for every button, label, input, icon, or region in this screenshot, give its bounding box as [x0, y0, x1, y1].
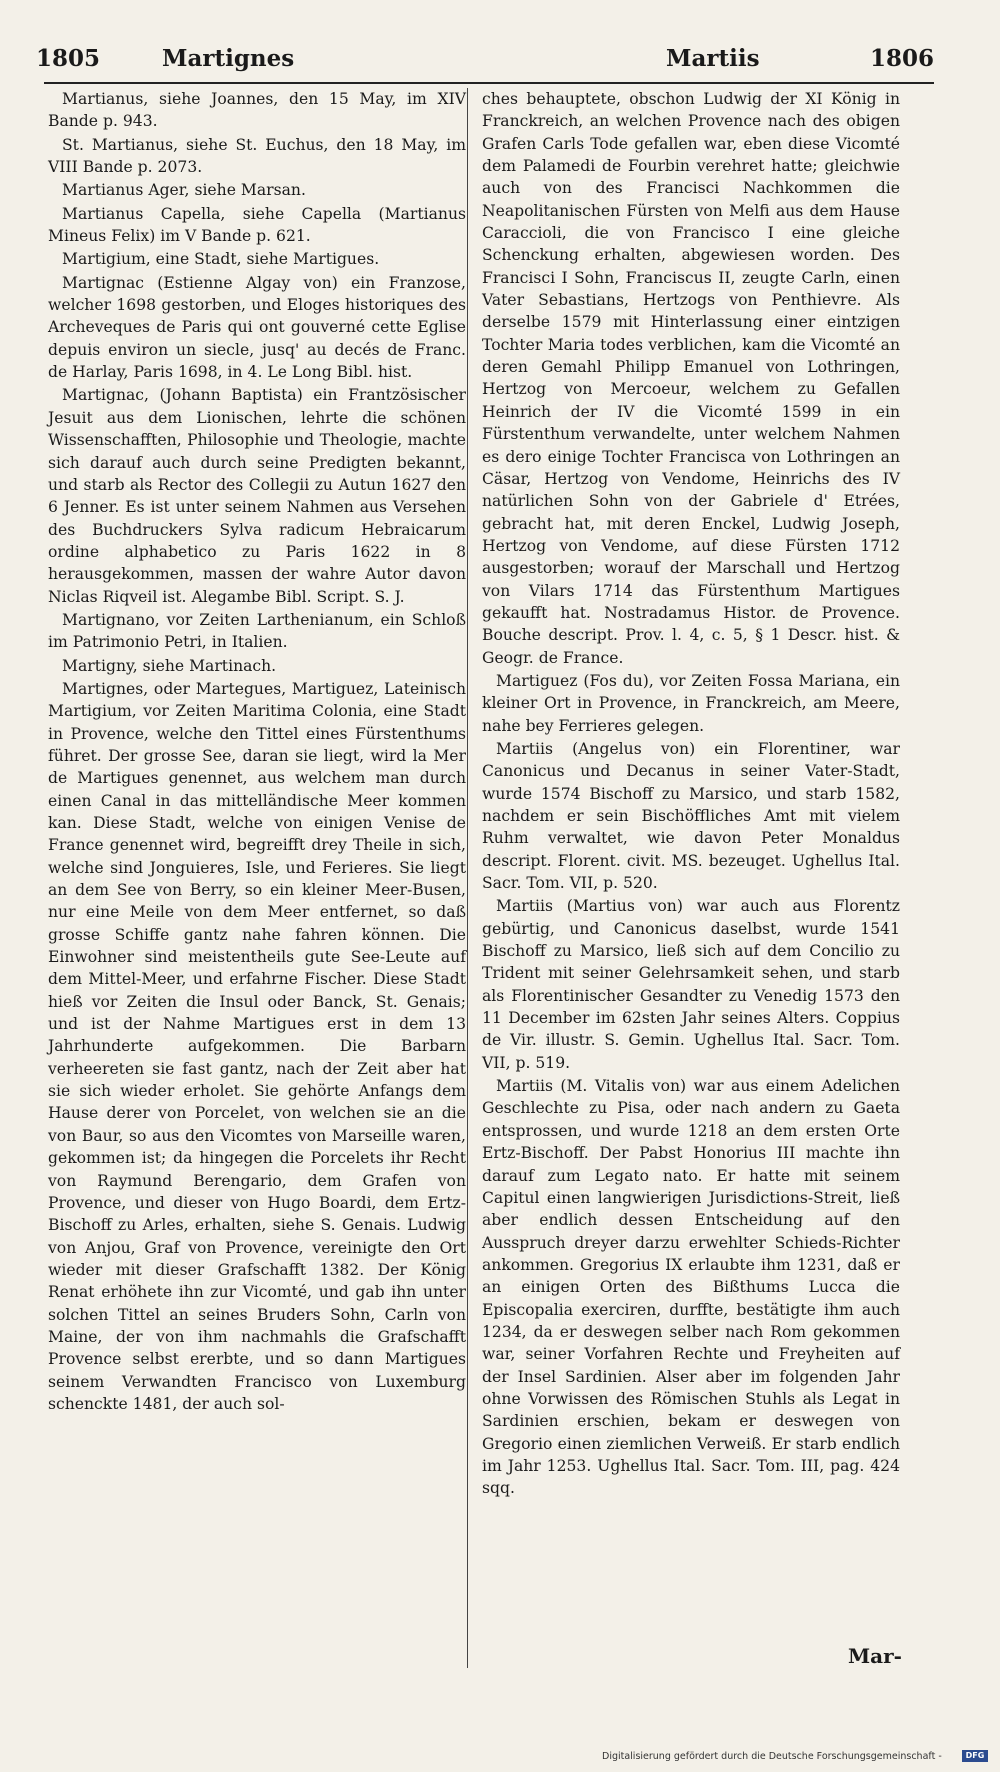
entry-martiis-angelus: Martiis (Angelus von) ein Florentiner, war Canonicus und Decanus in seiner Vater-Stadt, wurde 1574 Bischoff zu Marsico, und starb 1582, nachdem er sein Bischöffliches Amt mit vielem Ruhm verwaltet, wie davon Peter Monaldus descript. Florent. civit. MS. bezeuget. Ughellus Ital. Sacr. Tom. VII, p. 520.: [482, 739, 900, 893]
entry-martiis-vitalis: Martiis (M. Vitalis von) war aus einem Adelichen Geschlechte zu Pisa, oder nach andern zu Gaeta entsprossen, und wurde 1218 an dem ersten Orte Ertz-Bischoff. Der Pabst Honorius III machte ihn darauf zum Legato nato. Er hatte mit seinem Capitul einen langwierigen Jurisdictions-Streit, ließ aber endlich dessen Entscheidung auf den Ausspruch dreyer darzu erwehlter Schieds-Richter ankommen. Gregorius IX erlaubte ihm 1231, daß er an einigen Orten des Bißthums Lucca die Episcopalia exerciren, durffte, bestätigte ihm auch 1234, da er deswegen selber nach Rom gekommen war, seiner Vorfahren Rechte und Freyheiten auf der Insel Sardinien. Alser aber im folgenden Jahr ohne Vorwissen des Römischen Stuhls als Legat in Sardinien erschien, bekam er deswegen von Gregorio einen ziemlichen Verweiß. Er starb endlich im Jahr 1253. Ughellus Ital. Sacr. Tom. III, pag. 424 sqq.: [482, 1077, 900, 1498]
digitization-note: Digitalisierung gefördert durch die Deutsche Forschungsgemeinschaft -: [602, 1751, 942, 1762]
entry-martignes-continued: ches behauptete, obschon Ludwig der XI König in Franckreich, an welchen Provence nach des obigen Grafen Carls Tode gefallen war, eben diese Vicomté dem Palamedi de Fourbin verehret hatte; gleichwie auch von des Francisci Nachkommen die Neapolitanischen Fürsten von Melfi aus dem Hause Caraccioli, die von Francisco I eine gleiche Schenckung erhalten, abgewiesen worden. Des Francisci I Sohn, Franciscus II, zeugte Carln, einen Vater Sebastians, Hertzogs von Penthievre. Als derselbe 1579 mit Hinterlassung einer eintzigen Tochter Maria todes verblichen, kam die Vicomté an deren Gemahl Philipp Emanuel von Lothringen, Hertzog von Mercoeur, welchem zu Gefallen Heinrich der IV die Vicomté 1599 in ein Fürstenthum verwandelte, unter welchem Nahmen es dero einige Tochter Francisca von Lothringen an Cäsar, Hertzog von Vendome, Heinrichs des IV natürlichen Sohn von der Gabriele d' Etrées, gebracht hat, mit deren Enckel, Ludwig Joseph, Hertzog von Vendome, auf diese Fürsten 1712 ausgestorben; worauf der Marschall und Hertzog von Vilars 1714 das Fürstenthum Martigues gekaufft hat. Nostradamus Histor. de Provence. Bouche descript. Prov. l. 4, c. 5, § 1 Descr. hist. & Geogr. de France.: [482, 90, 900, 667]
entry-martianus-capella: Martianus Capella, siehe Capella (Martianus Mineus Felix) im V Bande p. 621.: [48, 204, 466, 246]
entry-martigny: Martigny, siehe Martinach.: [62, 656, 277, 675]
entry-martignano: Martignano, vor Zeiten Larthenianum, ein Schloß im Patrimonio Petri, in Italien.: [48, 610, 466, 652]
entry-martignac-estienne: Martignac (Estienne Algay von) ein Franzose, welcher 1698 gestorben, und Eloges historiques des Archeveques de Paris qui ont gouverné cette Eglise depuis environ un siecle, jusq' au decés de Franc. de Harlay, Paris 1698, in 4. Le Long Bibl. hist.: [48, 273, 466, 382]
right-running-title: Martiis: [666, 45, 760, 72]
entry-martiguez-fos: Martiguez (Fos du), vor Zeiten Fossa Mariana, ein kleiner Ort in Provence, in Franckreich, am Meere, nahe bey Ferrieres gelegen.: [482, 671, 900, 735]
right-column: [482, 88, 900, 1501]
left-page-number: 1805: [36, 45, 101, 72]
header-rule: [44, 82, 934, 84]
entry-martignes: Martignes, oder Martegues, Martiguez, Lateinisch Martigium, vor Zeiten Maritima Colonia, eine Stadt in Provence, welche den Tittel eines Fürstenthums führet. Der grosse See, daran sie liegt, wird la Mer de Martigues genennet, aus welchem man durch einen Canal in das mittelländische Meer kommen kan. Diese Stadt, welche von einigen Venise de France genennet wird, begreifft drey Theile in sich, welche sind Jonguieres, Isle, und Ferieres. Sie liegt an dem See von Berry, so ein kleiner Meer-Busen, nur eine Meile von dem Meer entfernet, so daß grosse Schiffe gantz nahe fahren können. Die Einwohner sind meistentheils gute See-Leute auf dem Mittel-Meer, und erfahrne Fischer. Diese Stadt hieß vor Zeiten die Insul oder Banck, St. Genais; und ist der Nahme Martigues erst in dem 13 Jahrhunderte aufgekommen. Die Barbarn verheereten sie fast gantz, nach der Zeit aber hat sie sich wieder erholet. Sie gehörte Anfangs dem Hause derer von Porcelet, von welchen sie an die von Baur, so aus den Vicomtes von Marseille waren, gekommen ist; da hingegen die Porcelets ihr Recht von Raymund Berengario, dem Grafen von Provence, und dieser von Hugo Boardi, dem Ertz-Bischoff zu Arles, erhalten, siehe S. Genais. Ludwig von Anjou, Graf von Provence, vereinigte den Ort wieder mit dieser Grafschafft 1382. Der König Renat erhöhete ihn zur Vicomté, und gab ihn unter solchen Tittel an seines Bruders Sohn, Carln von Maine, der von ihm nachmahls die Grafschafft Provence selbst ererbte, und so dann Martigues seinem Verwandten Francisco von Luxemburg schenckte 1481, der auch sol-: [48, 679, 466, 1413]
right-page-number: 1806: [869, 45, 934, 72]
dfg-logo: DFG: [962, 1750, 988, 1762]
column-divider: [467, 88, 468, 1668]
entry-martianus-ager: Martianus Ager, siehe Marsan.: [62, 181, 306, 200]
left-running-title: Martignes: [162, 45, 295, 72]
catchword: Mar-: [848, 1644, 902, 1668]
running-header: [36, 44, 934, 84]
left-column: [48, 88, 466, 1416]
entry-st-martianus: St. Martianus, siehe St. Euchus, den 18 May, im VIII Bande p. 2073.: [48, 135, 466, 177]
entry-martiis-martius: Martiis (Martius von) war auch aus Florentz gebürtig, und Canonicus daselbst, wurde 1541 Bischoff zu Marsico, ließ sich auf dem Concilio zu Trident mit seiner Gelehrsamkeit sehen, und starb als Florentinischer Gesandter zu Venedig 1573 den 11 December im 62sten Jahr seines Alters. Coppius de Vir. illustr. S. Gemin. Ughellus Ital. Sacr. Tom. VII, p. 519.: [482, 897, 900, 1072]
entry-martigium: Martigium, eine Stadt, siehe Martigues.: [62, 250, 380, 269]
entry-martignac-johann: Martignac, (Johann Baptista) ein Frantzösischer Jesuit aus dem Lionischen, lehrte die schönen Wissenschafften, Philosophie und Theologie, machte sich darauf auch durch seine Predigten bekannt, und starb als Rector des Collegii zu Autun 1627 den 6 Jenner. Es ist unter seinem Nahmen aus Versehen des Buchdruckers Sylva radicum Hebraicarum ordine alphabetico zu Paris 1622 in 8 herausgekommen, massen der wahre Autor davon Niclas Riqveil ist. Alegambe Bibl. Script. S. J.: [48, 386, 466, 606]
entry-martianus: Martianus, siehe Joannes, den 15 May, im XIV Bande p. 943.: [48, 90, 466, 131]
